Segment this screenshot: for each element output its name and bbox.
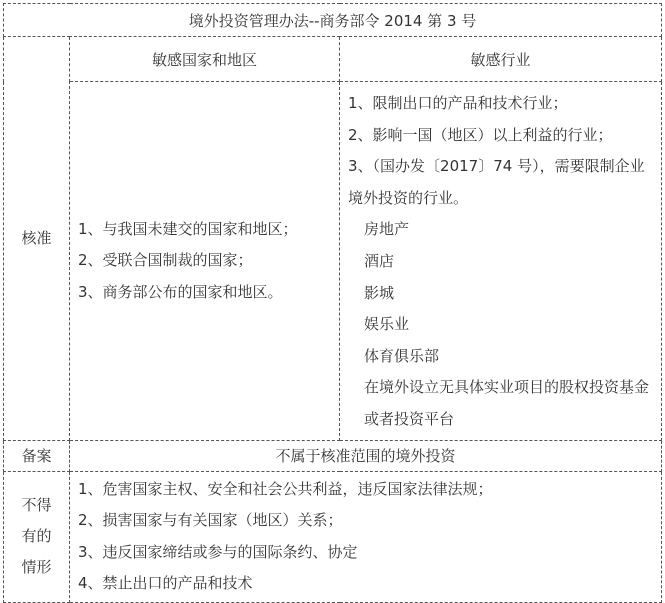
approval-row	[4, 82, 662, 441]
industry-example: 在境外设立无具体实业项目的股权投资基金或者投资平台	[364, 378, 650, 428]
country-item: 1、与我国未建交的国家和地区；	[78, 219, 298, 238]
approval-label: 核准	[4, 37, 70, 441]
title-row	[4, 4, 662, 37]
filing-text: 不属于核准范围的境外投资	[70, 440, 662, 471]
header-sensitive-industries: 敏感行业	[340, 37, 662, 82]
prohibited-label-cell	[4, 471, 70, 602]
sensitive-countries-list	[70, 82, 340, 441]
prohibited-row	[4, 471, 662, 602]
industry-item: 3、（国办发〔2017〕74 号），需要限制企业境外投资的行业。	[348, 157, 645, 207]
prohibited-item: 2、损害国家与有关国家（地区）关系；	[78, 511, 343, 530]
header-sensitive-countries: 敏感国家和地区	[70, 37, 340, 82]
industry-item: 2、影响一国（地区）以上利益的行业；	[348, 125, 613, 144]
prohibited-list	[70, 471, 662, 602]
header-row	[4, 37, 662, 82]
industry-example: 酒店	[364, 251, 395, 270]
country-item: 3、商务部公布的国家和地区。	[78, 282, 283, 301]
industry-item: 1、限制出口的产品和技术行业；	[348, 94, 568, 112]
industry-example: 房地产	[364, 220, 410, 239]
prohibited-item: 1、危害国家主权、安全和社会公共利益，违反国家法律法规；	[78, 479, 493, 498]
prohibited-item: 3、违反国家缔结或参与的国际条约、协定	[78, 542, 358, 561]
industry-example: 体育俱乐部	[364, 346, 440, 365]
industry-example: 影城	[364, 283, 395, 302]
filing-row	[4, 440, 662, 471]
filing-label: 备案	[4, 440, 70, 471]
prohibited-label: 不得有的情形	[21, 496, 52, 577]
regulation-table	[3, 3, 662, 603]
industry-example: 娱乐业	[364, 315, 410, 334]
country-item: 2、受联合国制裁的国家；	[78, 251, 253, 270]
table-title: 境外投资管理办法--商务部令 2014 第 3 号	[4, 4, 662, 37]
sensitive-industries-list	[340, 82, 662, 441]
prohibited-item: 4、禁止出口的产品和技术	[78, 574, 253, 593]
